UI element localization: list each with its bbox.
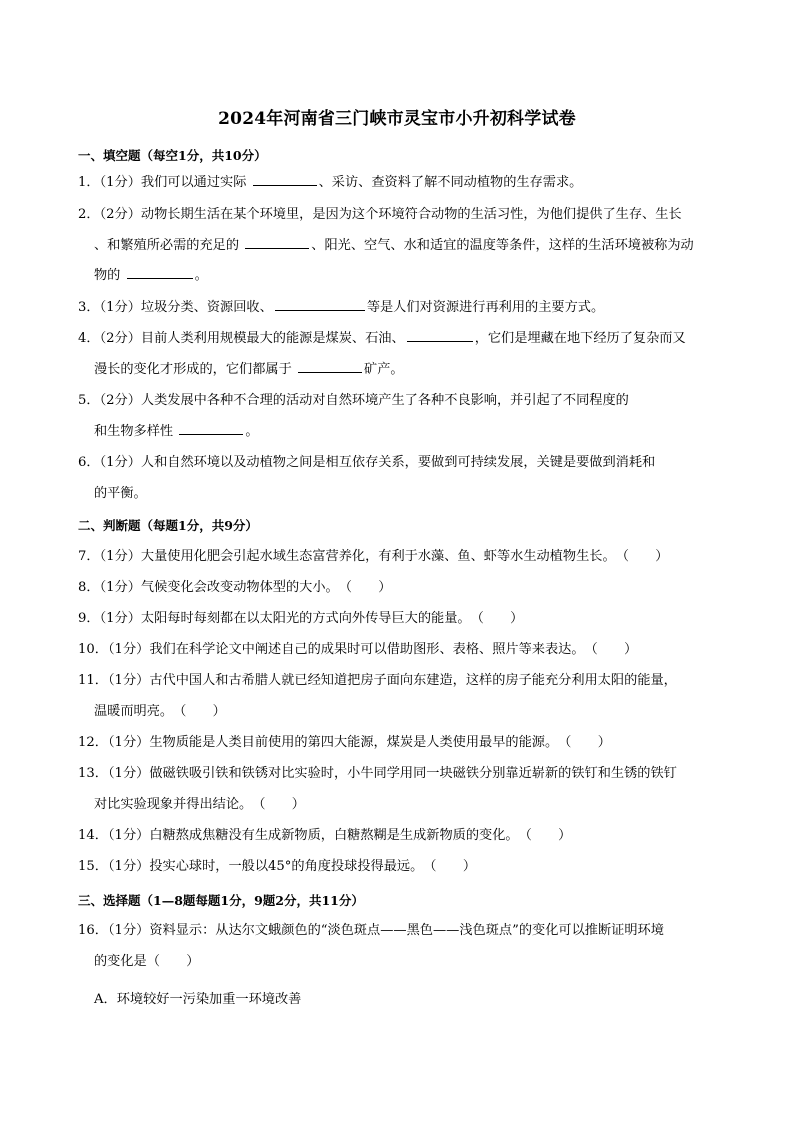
question-text: 11．（1分）古代中国人和古希腊人就已经知道把房子面向东建造，这样的房子能充分利用太阳的能量，	[78, 673, 677, 688]
question-text: 4．（2分）目前人类利用规模最大的能源是煤炭、石油、	[78, 331, 405, 346]
question-10	[78, 635, 723, 666]
answer-parentheses[interactable]: （ ）	[423, 859, 477, 874]
answer-parentheses[interactable]: （ ）	[584, 642, 638, 657]
question-13	[78, 759, 723, 820]
question-text: 5．（2分）人类发展中各种不合理的活动对自然环境产生了各种不良影响，并引起了不同程度的	[78, 393, 629, 408]
question-16	[78, 916, 723, 977]
question-text: 对比实验现象并得出结论。	[94, 796, 253, 812]
answer-blank[interactable]	[407, 327, 473, 342]
answer-parentheses[interactable]: （ ）	[338, 580, 392, 595]
question-1	[78, 168, 723, 199]
question-text: 和生物多样性	[94, 423, 178, 439]
question-text: 矿产。	[364, 361, 404, 377]
question-8	[78, 573, 723, 604]
question-5	[78, 386, 723, 447]
question-text: 7．（1分）大量使用化肥会引起水域生态富营养化，有利于水藻、鱼、虾等水生动植物生长。	[78, 549, 616, 564]
question-text: 8．（1分）气候变化会改变动物体型的大小。	[78, 580, 339, 595]
question-text: 6．（1分）人和自然环境以及动植物之间是相互依存关系，要做到可持续发展，关键是要做到消耗和	[78, 455, 656, 470]
answer-parentheses[interactable]: （ ）	[252, 796, 305, 812]
question-3	[78, 293, 723, 324]
section-heading-fill-in: 一、填空题（每空1分，共10分）	[78, 148, 267, 163]
question-text: 1．（1分）我们可以通过实际	[78, 175, 251, 190]
question-11	[78, 666, 723, 727]
answer-blank[interactable]	[179, 420, 243, 435]
question-text: 的平衡。	[94, 485, 147, 501]
answer-parentheses[interactable]: （ ）	[518, 828, 572, 843]
question-text: 10．（1分）我们在科学论文中阐述自己的成果时可以借助图形、表格、照片等来表达。	[78, 642, 585, 657]
question-14	[78, 821, 723, 852]
question-12	[78, 728, 723, 759]
exam-title: 2024年河南省三门峡市灵宝市小升初科学试卷	[218, 109, 576, 129]
question-text: 漫长的变化才形成的，它们都属于	[94, 361, 297, 377]
question-text: ，它们是埋藏在地下经历了复杂而又	[474, 331, 686, 346]
answer-parentheses[interactable]: （ ）	[173, 703, 226, 719]
question-text: 的变化是	[94, 953, 147, 969]
answer-blank[interactable]	[253, 171, 317, 186]
answer-parentheses[interactable]: （ ）	[470, 611, 524, 626]
answer-blank[interactable]	[245, 234, 309, 249]
question-6	[78, 448, 723, 509]
question-text: 物的	[94, 268, 125, 283]
answer-blank[interactable]	[298, 358, 362, 373]
question-text: 13．（1分）做磁铁吸引铁和铁锈对比实验时，小牛同学用同一块磁铁分别靠近崭新的铁钉和生锈的铁钉	[78, 766, 677, 781]
question-9	[78, 604, 723, 635]
question-text: 12．（1分）生物质能是人类目前使用的第四大能源，煤炭是人类使用最早的能源。	[78, 735, 559, 750]
question-text: 、阳光、空气、水和适宜的温度等条件，这样的生活环境被称为动	[311, 237, 694, 253]
answer-blank[interactable]	[275, 296, 365, 311]
section-heading-multiple-choice: 三、选择题（1—8题每题1分，9题2分，共11分）	[78, 893, 364, 908]
question-text: 15．（1分）投实心球时，一般以45°的角度投球投得最远。	[78, 859, 424, 874]
answer-parentheses[interactable]: （ ）	[146, 953, 200, 969]
question-2	[78, 200, 723, 292]
question-text: 14．（1分）白糖熬成焦糖没有生成新物质，白糖熬糊是生成新物质的变化。	[78, 828, 519, 843]
section-heading-true-false: 二、判断题（每题1分，共9分）	[78, 518, 258, 533]
question-text: 9．（1分）太阳每时每刻都在以太阳光的方式向外传导巨大的能量。	[78, 611, 471, 626]
question-text: 。	[194, 268, 208, 283]
answer-parentheses[interactable]: （ ）	[615, 549, 669, 564]
question-text: 、和繁殖所必需的充足的	[94, 237, 244, 253]
question-text: 3．（1分）垃圾分类、资源回收、	[78, 300, 273, 315]
question-15	[78, 852, 723, 883]
answer-parentheses[interactable]: （ ）	[558, 735, 611, 750]
question-text: 16．（1分）资料显示：从达尔文蛾颜色的“淡色斑点——黑色——浅色斑点”的变化可以推断证明环境	[78, 923, 664, 938]
question-text: 等是人们对资源进行再利用的主要方式。	[366, 300, 605, 315]
question-text: 、采访、查资料了解不同动植物的生存需求。	[318, 175, 583, 190]
answer-blank[interactable]	[127, 264, 193, 279]
question-text: 。	[245, 423, 259, 439]
question-7	[78, 542, 723, 573]
question-4	[78, 324, 723, 385]
question-text: 2．（2分）动物长期生活在某个环境里，是因为这个环境符合动物的生活习性，为他们提供了生存、生长	[78, 207, 682, 222]
option-a[interactable]: A．环境较好一污染加重一环境改善	[94, 992, 302, 1007]
question-text: 温暖而明亮。	[94, 703, 174, 719]
